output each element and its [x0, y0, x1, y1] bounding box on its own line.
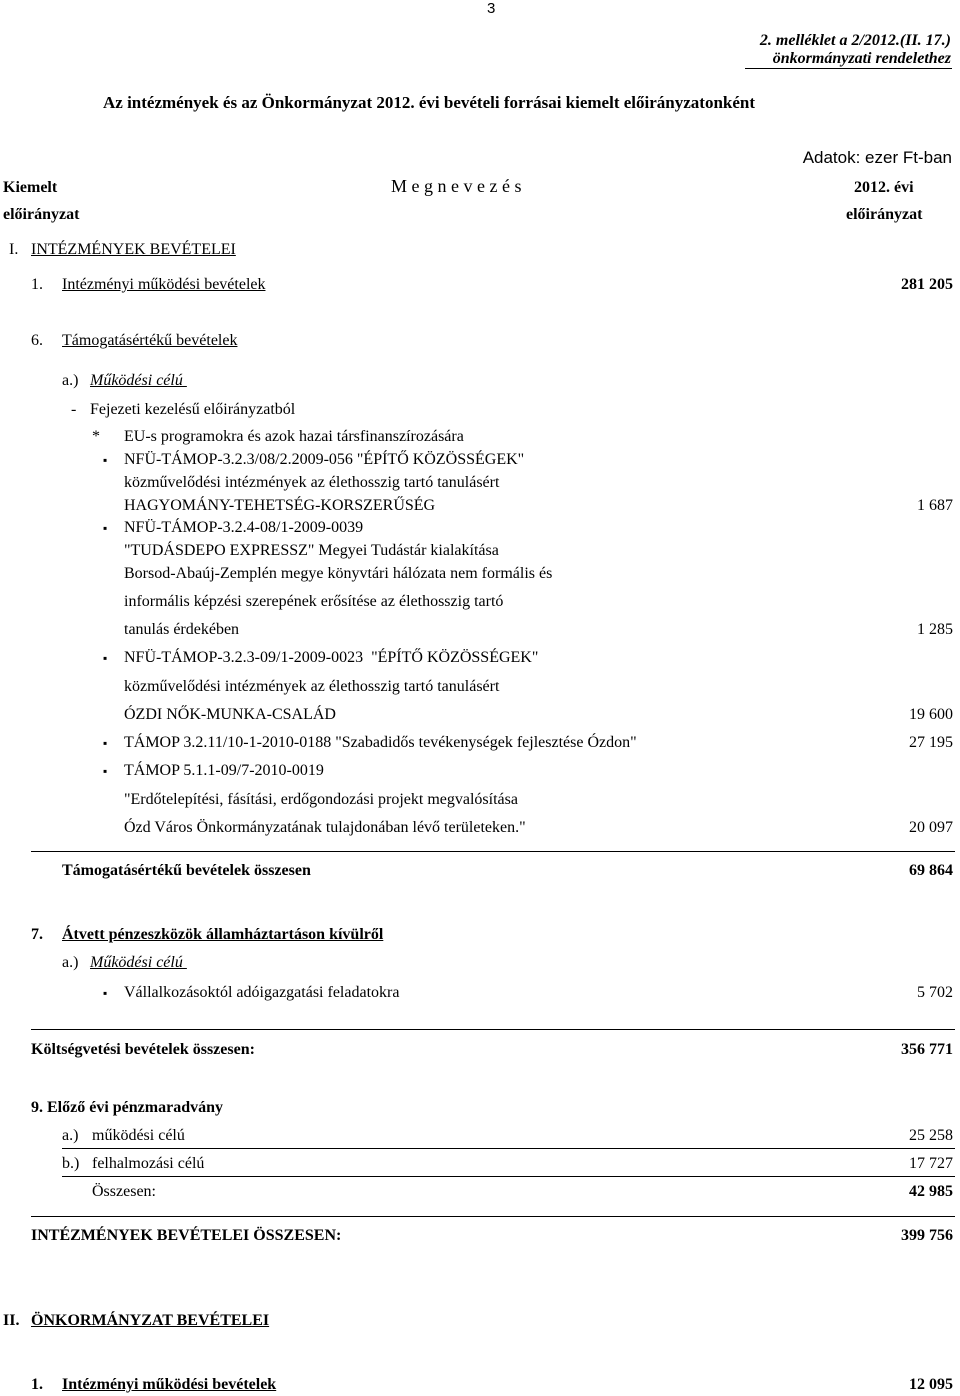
eu-label: EU-s programokra és azok hazai társfinanszírozására: [124, 428, 464, 445]
fejezeti-dash: -: [71, 401, 77, 418]
sub7a-number: a.): [62, 954, 79, 971]
proj4-value: 27 195: [909, 734, 953, 751]
proj2-line5: tanulás érdekében: [124, 621, 240, 638]
sub7a-label: Működési célú: [90, 954, 187, 971]
proj1-line2: közművelődési intézmények az élethosszig tartó tanulásért: [124, 474, 500, 491]
proj2-value: 1 285: [917, 621, 953, 638]
item1-number: 1.: [31, 276, 43, 293]
s2-item1-label: Intézményi működési bevételek: [62, 1376, 277, 1393]
sub9a-label: működési célú: [92, 1127, 185, 1144]
bullet-icon: ▪: [103, 453, 108, 467]
header-col1-line2: előirányzat: [3, 206, 80, 223]
eu-star: *: [92, 428, 100, 445]
annex-reference-line2: önkormányzati rendelethez: [772, 50, 951, 67]
proj3-line3: ÓZDI NŐK-MUNKA-CSALÁD: [124, 706, 336, 723]
proj2-line1: NFÜ-TÁMOP-3.2.4-08/1-2009-0039: [124, 519, 364, 536]
divider: [31, 1216, 955, 1217]
sub9b-number: b.): [62, 1155, 80, 1172]
section1-title: INTÉZMÉNYEK BEVÉTELEI: [31, 241, 236, 258]
header-col2: M e g n e v e z é s: [391, 176, 522, 196]
sub-a-label: Működési célú: [90, 372, 187, 389]
sum9-label: Összesen:: [92, 1183, 156, 1200]
sub-a-number: a.): [62, 372, 79, 389]
units-note: Adatok: ezer Ft-ban: [802, 148, 952, 167]
item7-number: 7.: [31, 926, 43, 943]
header-col3-line1: 2012. évi: [854, 179, 914, 196]
proj3-line1: NFÜ-TÁMOP-3.2.3-09/1-2009-0023 "ÉPÍTŐ KÖZÖSSÉGEK": [124, 649, 539, 666]
kolts-label: Költségvetési bevételek összesen:: [31, 1041, 255, 1058]
inst-total-value: 399 756: [901, 1227, 953, 1244]
bullet-icon: ▪: [103, 651, 108, 665]
proj2-line2: "TUDÁSDEPO EXPRESSZ" Megyei Tudástár kialakítása: [124, 542, 499, 559]
section1-number: I.: [9, 241, 19, 258]
proj5-line1: TÁMOP 5.1.1-09/7-2010-0019: [124, 762, 324, 779]
sub9a-number: a.): [62, 1127, 79, 1144]
proj1-value: 1 687: [917, 497, 953, 514]
proj3-line2: közművelődési intézmények az élethosszig tartó tanulásért: [124, 678, 500, 695]
divider: [31, 851, 955, 852]
bullet-icon: ▪: [103, 986, 108, 1000]
divider: [62, 1176, 955, 1177]
tam-total-value: 69 864: [909, 862, 953, 879]
kolts-value: 356 771: [901, 1041, 953, 1058]
item6-number: 6.: [31, 332, 43, 349]
s2-item1-value: 12 095: [909, 1376, 953, 1393]
sub9a-value: 25 258: [909, 1127, 953, 1144]
annex-underline: [745, 68, 952, 69]
proj2-line3: Borsod-Abaúj-Zemplén megye könyvtári hálózata nem formális és: [124, 565, 553, 582]
page-title: Az intézmények és az Önkormányzat 2012. évi bevételi forrásai kiemelt előirányzatonként: [103, 93, 756, 112]
item1-value: 281 205: [901, 276, 953, 293]
annex-reference-line1: 2. melléklet a 2/2012.(II. 17.): [759, 32, 951, 49]
proj1-line3: HAGYOMÁNY-TEHETSÉG-KORSZERŰSÉG: [124, 497, 436, 514]
vall-label: Vállalkozásoktól adóigazgatási feladatokra: [124, 984, 400, 1001]
proj2-line4: informális képzési szerepének erősítése az élethosszig tartó: [124, 593, 504, 610]
proj5-line3: Ózd Város Önkormányzatának tulajdonában lévő területeken.": [124, 819, 526, 836]
item1-label: Intézményi működési bevételek: [62, 276, 266, 293]
sum9-value: 42 985: [909, 1183, 953, 1200]
bullet-icon: ▪: [103, 521, 108, 535]
proj5-line2: "Erdőtelepítési, fásítási, erdőgondozási projekt megvalósítása: [124, 791, 518, 808]
proj4-line1: TÁMOP 3.2.11/10-1-2010-0188 "Szabadidős tevékenységek fejlesztése Ózdon": [124, 734, 637, 751]
s2-item1-number: 1.: [31, 1376, 43, 1393]
tam-total-label: Támogatásértékű bevételek összesen: [62, 862, 311, 879]
vall-value: 5 702: [917, 984, 953, 1001]
item9-label: 9. Előző évi pénzmaradvány: [31, 1099, 223, 1116]
item6-label: Támogatásértékű bevételek: [62, 332, 238, 349]
item7-label: Átvett pénzeszközök államháztartáson kívülről: [62, 926, 384, 943]
fejezeti-label: Fejezeti kezelésű előirányzatból: [90, 401, 296, 418]
header-col3-line2: előirányzat: [846, 206, 923, 223]
proj1-line1: NFÜ-TÁMOP-3.2.3/08/2.2009-056 "ÉPÍTŐ KÖZÖSSÉGEK": [124, 451, 525, 468]
header-col1-line1: Kiemelt: [3, 179, 58, 196]
proj5-value: 20 097: [909, 819, 953, 836]
inst-total-label: INTÉZMÉNYEK BEVÉTELEI ÖSSZESEN:: [31, 1227, 342, 1244]
sub9b-value: 17 727: [909, 1155, 953, 1172]
page-number: 3: [487, 0, 496, 17]
section2-number: II.: [3, 1312, 20, 1329]
divider: [31, 1029, 955, 1030]
sub9b-label: felhalmozási célú: [92, 1155, 205, 1172]
proj3-value: 19 600: [909, 706, 953, 723]
section2-title: ÖNKORMÁNYZAT BEVÉTELEI: [31, 1312, 270, 1329]
bullet-icon: ▪: [103, 736, 108, 750]
divider: [62, 1148, 955, 1149]
bullet-icon: ▪: [103, 764, 108, 778]
